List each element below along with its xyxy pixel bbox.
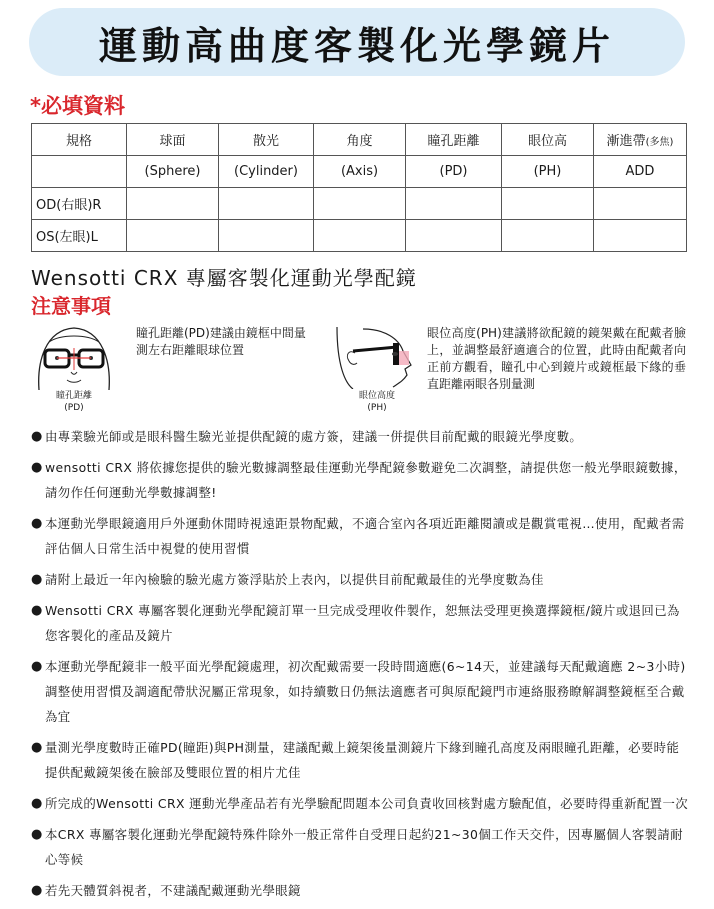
ph-figure-code: (PH)	[367, 403, 387, 413]
ph-figure-label	[333, 390, 421, 414]
list-item	[31, 511, 691, 561]
notice-heading: 注意事項	[31, 294, 111, 318]
ph-description: 眼位高度(PH)建議將欲配鏡的鏡架戴在配戴者臉上，並調整最舒適適合的位置，此時由配戴者向正前方觀看，瞳孔中心到鏡片或鏡框最下緣的垂直距離兩眼各別量測	[427, 326, 686, 391]
header-axis: 角度	[314, 124, 406, 156]
list-item	[31, 791, 691, 816]
brand-heading: Wensotti CRX 專屬客製化運動光學配鏡	[31, 266, 417, 290]
os-ph-cell[interactable]	[502, 220, 594, 252]
bullet-dot: ●	[31, 429, 43, 444]
note-text: 所完成的Wensotti CRX 運動光學產品若有光學驗配問題本公司負責收回核對處方驗配值，必要時得重新配置一次	[45, 796, 689, 811]
list-item	[31, 654, 691, 729]
bullet-dot: ●	[31, 827, 43, 842]
bullet-dot: ●	[31, 516, 43, 531]
list-item	[31, 598, 691, 648]
header-ph: 眼位高	[502, 124, 594, 156]
od-cylinder-cell[interactable]	[219, 188, 314, 220]
od-add-cell[interactable]	[594, 188, 687, 220]
pd-figure-code: (PD)	[64, 403, 84, 413]
pd-figure-label	[31, 390, 117, 414]
bullet-dot: ●	[31, 740, 43, 755]
bullet-dot: ●	[31, 460, 43, 475]
table-header-row	[32, 124, 687, 156]
notes-list	[31, 424, 691, 909]
header-pd: 瞳孔距離	[406, 124, 502, 156]
list-item	[31, 455, 691, 505]
header-add	[594, 124, 687, 156]
note-text: wensotti CRX 將依據您提供的驗光數據調整最佳運動光學配鏡參數避免二次調整，請提供您一般光學眼鏡數據，請勿作任何運動光學數據調整!	[45, 460, 687, 500]
pd-face-illustration	[31, 322, 117, 390]
ph-profile-illustration	[333, 325, 421, 389]
header-spec: 規格	[32, 124, 127, 156]
pd-description: 瞳孔距離(PD)建議由鏡框中間量測左右距離眼球位置	[136, 326, 306, 357]
table-row-right-eye	[32, 188, 687, 220]
subheader-cylinder: (Cylinder)	[219, 156, 314, 188]
os-axis-cell[interactable]	[314, 220, 406, 252]
header-add-suffix: (多焦)	[645, 137, 674, 148]
os-cylinder-cell[interactable]	[219, 220, 314, 252]
list-item	[31, 878, 691, 903]
header-sphere: 球面	[127, 124, 219, 156]
list-item	[31, 822, 691, 872]
list-item	[31, 735, 691, 785]
row-label-od: OD(右眼)R	[32, 188, 127, 220]
subheader-axis: (Axis)	[314, 156, 406, 188]
note-text: 本運動光學眼鏡適用戶外運動休閒時視遠距景物配戴，不適合室內各項近距離閱讀或是觀賞電視…使用，配戴者需評估個人日常生活中視覺的使用習慣	[45, 516, 685, 556]
header-cylinder: 散光	[219, 124, 314, 156]
ph-figure-label-text: 眼位高度	[358, 391, 395, 401]
os-pd-cell[interactable]	[406, 220, 502, 252]
note-text: 請附上最近一年內檢驗的驗光處方簽浮貼於上表內，以提供目前配戴最佳的光學度數為佳	[45, 572, 544, 587]
page-title: 運動高曲度客製化光學鏡片	[98, 23, 615, 68]
table-row-left-eye	[32, 220, 687, 252]
required-fields-label: *必填資料	[30, 94, 125, 118]
table-subheader-row	[32, 156, 687, 188]
note-text: 本運動光學配鏡非一般平面光學配鏡處理，初次配戴需要一段時間適應(6~14天，並建議每天配戴適應 2~3小時)調整使用習慣及調適配帶狀況屬正常現象，如持續數日仍無法適應者可與原配鏡門市連絡服務瞭解調整鏡框至合戴為宜	[45, 659, 686, 724]
subheader-sphere: (Sphere)	[127, 156, 219, 188]
od-axis-cell[interactable]	[314, 188, 406, 220]
od-pd-cell[interactable]	[406, 188, 502, 220]
pd-figure-label-text: 瞳孔距離	[55, 391, 92, 401]
os-add-cell[interactable]	[594, 220, 687, 252]
note-text: Wensotti CRX 專屬客製化運動光學配鏡訂單一旦完成受理收件製作，恕無法受理更換選擇鏡框/鏡片或退回已為您客製化的產品及鏡片	[45, 603, 680, 643]
note-text: 量測光學度數時正確PD(瞳距)與PH測量，建議配戴上鏡架後量測鏡片下緣到瞳孔高度及兩眼瞳孔距離，必要時能提供配戴鏡架後在臉部及雙眼位置的相片尤佳	[45, 740, 680, 780]
subheader-spec	[32, 156, 127, 188]
note-text: 本CRX 專屬客製化運動光學配鏡特殊件除外一般正常件自受理日起約21~30個工作天交件，因專屬個人客製請耐心等候	[45, 827, 683, 867]
title-banner	[29, 8, 685, 76]
row-label-os: OS(左眼)L	[32, 220, 127, 252]
prescription-table	[31, 123, 687, 252]
od-ph-cell[interactable]	[502, 188, 594, 220]
bullet-dot: ●	[31, 572, 43, 587]
subheader-ph: (PH)	[502, 156, 594, 188]
bullet-dot: ●	[31, 603, 43, 618]
os-sphere-cell[interactable]	[127, 220, 219, 252]
header-add-label: 漸進帶	[606, 134, 646, 149]
subheader-add: ADD	[594, 156, 687, 188]
bullet-dot: ●	[31, 659, 43, 674]
subheader-pd: (PD)	[406, 156, 502, 188]
list-item	[31, 424, 691, 449]
bullet-dot: ●	[31, 883, 43, 898]
od-sphere-cell[interactable]	[127, 188, 219, 220]
note-text: 由專業驗光師或是眼科醫生驗光並提供配鏡的處方簽，建議一併提供目前配戴的眼鏡光學度數。	[45, 429, 583, 444]
list-item	[31, 567, 691, 592]
bullet-dot: ●	[31, 796, 43, 811]
note-text: 若先天體質斜視者，不建議配戴運動光學眼鏡	[45, 883, 301, 898]
